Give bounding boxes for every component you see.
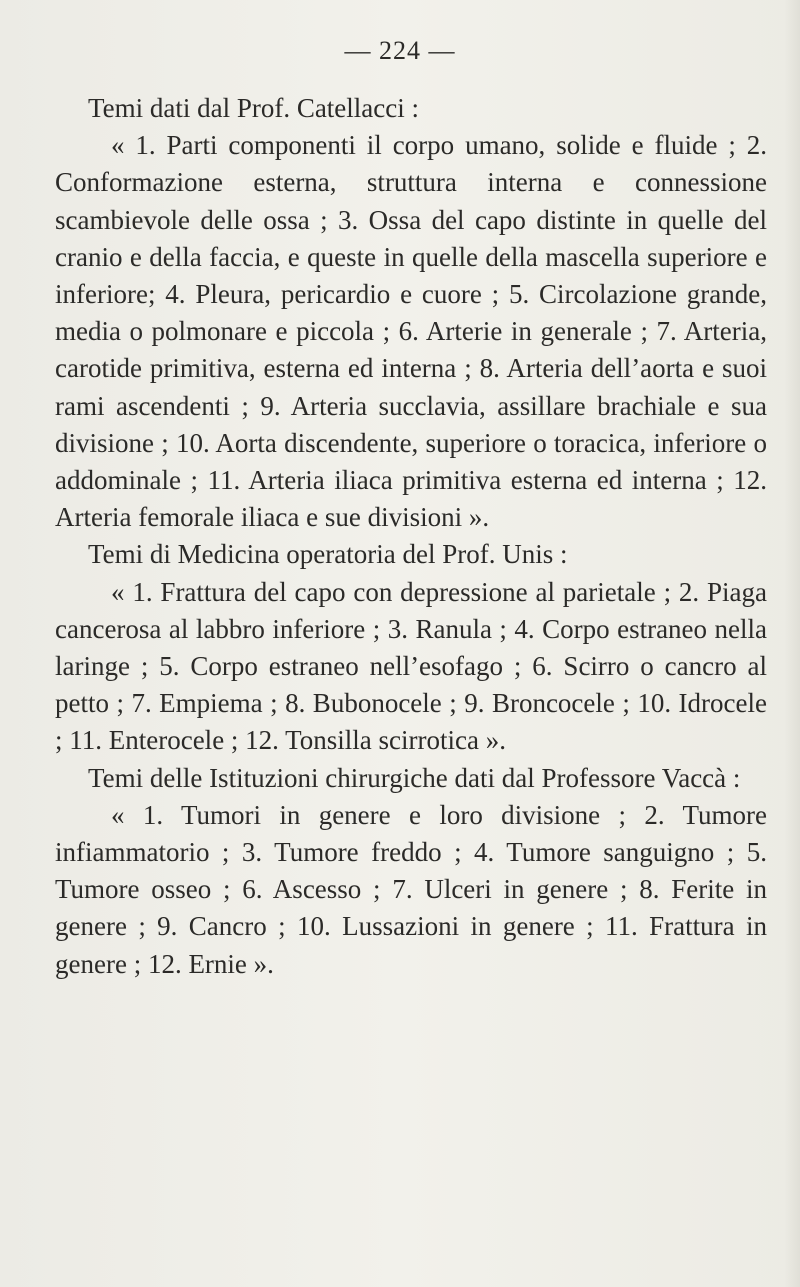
page-body [55,90,767,983]
topic-list-vacca: « 1. Tumori in genere e loro divisione ; 2. Tumore infiammatorio ; 3. Tumore freddo ; 4. Tumore sanguigno ; 5. Tumore osseo ; 6. Ascesso ; 7. Ulceri in genere ; 8. Ferite in genere ; 9. Cancro ; 10. Lussazioni in genere ; 11. Frattura in genere ; 12. Ernie ». [55,799,767,979]
section-heading-vacca: Temi delle Istituzioni chirurgiche dati dal Professore Vaccà : [88,762,741,793]
page-number: — 224 — [344,36,456,65]
section-heading-unis: Temi di Medicina operatoria del Prof. Unis : [88,539,568,570]
page-edge-shadow [784,0,800,1287]
section-heading-catellacci: Temi dati dal Prof. Catellacci : [88,93,420,123]
topic-list-catellacci: « 1. Parti componenti il corpo umano, solide e fluide ; 2. Conformazione esterna, struttura interna e connessione scambievole delle ossa ; 3. Ossa del capo distinte in quelle del cranio e della faccia, e queste in quelle della mascella superiore e inferiore; 4. Pleura, pericardio e cuore ; 5. Circolazione grande, media o polmonare e piccola ; 6. Arterie in generale ; 7. Arteria, carotide primitiva, esterna ed interna ; 8. Arteria dell’aorta e suoi rami ascendenti ; 9. Arteria succlavia, assillare brachiale e sua divisione ; 10. Aorta discendente, superiore o toracica, inferiore o addominale ; 11. Arteria iliaca primitiva esterna ed interna ; 12. Arteria femorale iliaca e sue divisioni ». [55,130,767,533]
topic-list-unis: « 1. Frattura del capo con depressione al parietale ; 2. Piaga cancerosa al labbro inferiore ; 3. Ranula ; 4. Corpo estraneo nella laringe ; 5. Corpo estraneo nell’esofago ; 6. Scirro o cancro al petto ; 7. Empiema ; 8. Bubonocele ; 9. Broncocele ; 10. Idrocele ; 11. Enterocele ; 12. Tonsilla scirrotica ». [55,576,767,756]
